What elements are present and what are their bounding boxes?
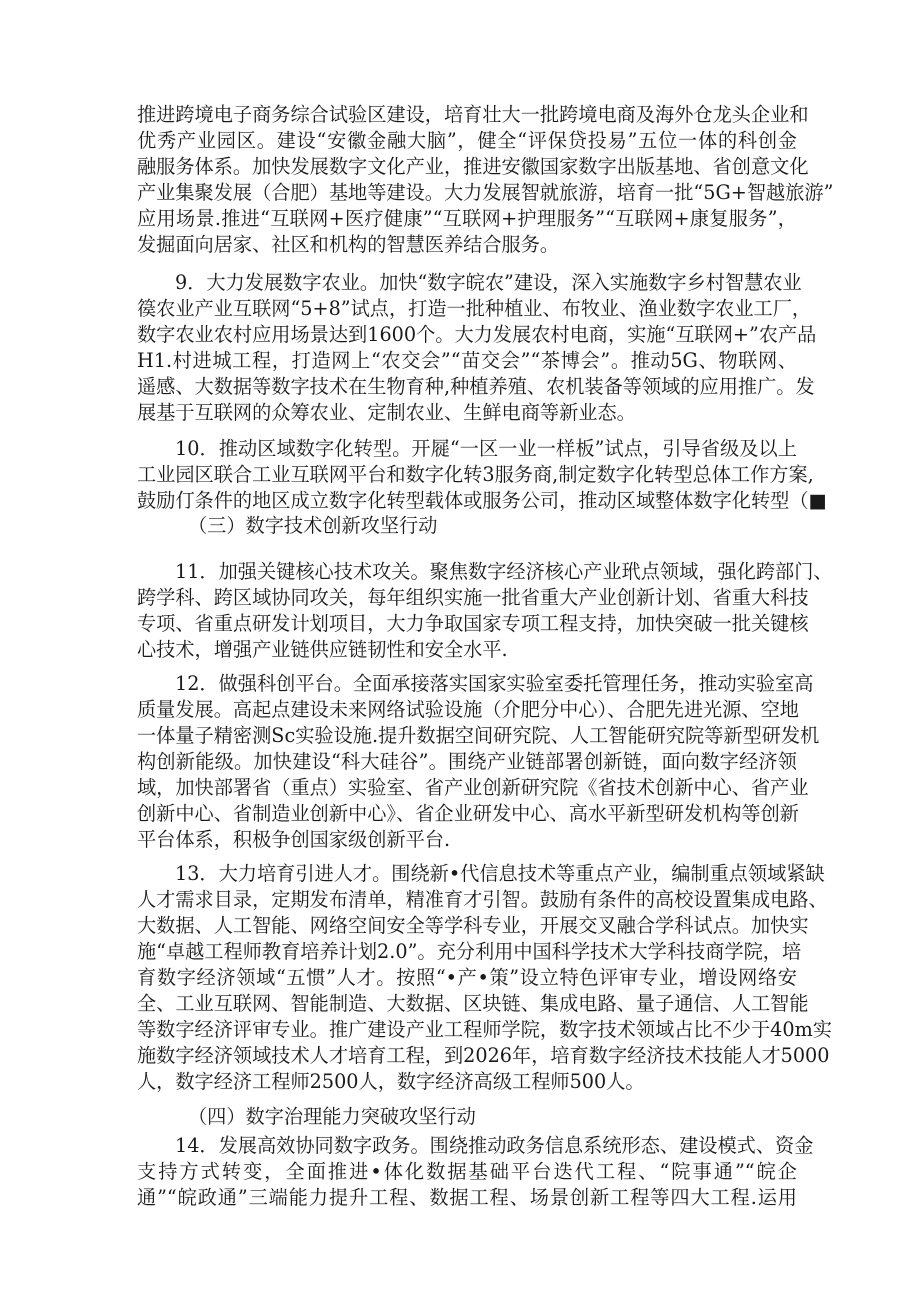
text-line: 等数字经济评审专业。推广建设产业工程师学院，数字技术领域占比不少于40m实 [137,1018,832,1041]
text-line: 构创新能级。加快建设“科大硅谷”。围绕产业链部署创新链，面向数字经济领 [137,750,797,773]
text-line: 数字农业农村应用场景达到1600个。大力发展农村电商，实施“互联网+”农产品 [137,323,817,346]
text-line: 融服务体系。加快发展数字文化产业，推进安徽国家数字出版基地、省创意文化 [137,155,809,178]
text-line: 人，数字经济工程师2500人，数字经济高级工程师500人。 [137,1070,645,1093]
text-line: 人才需求目录，定期发布清单，精准育才引智。鼓励有条件的高校设置集成电路、 [137,888,828,911]
text-line: 大数据、人工智能、网络空间安全等学科专业，开展交叉融合学科试点。加快实 [137,914,809,937]
text-line: 全、工业互联网、智能制造、大数据、区块链、集成电路、量子通信、人工智能 [137,992,809,1015]
text-line: 篌农业产业互联网“5+8”试点，打造一批种植业、布牧业、渔业数字农业工厂， [137,297,812,320]
text-line: 质量发展。高起点建设未来网络试验设施（介肥分中心）、合肥先进光源、空地 [137,698,799,721]
text-line: 创新中心、省制造业创新中心》、省企业研发中心、高水平新型研发机构等创新 [137,802,799,825]
paragraph-item-10 [137,436,827,514]
text-line: 施数字经济领域技术人才培育工程，到2026年，培育数字经济技术技能人才5000 [137,1044,830,1067]
paragraph-item-14 [137,1133,814,1211]
text-line: 13．大力培育引进人才。围绕新•代信息技术等重点产业，编制重点领域紧缺 [175,862,825,885]
section-heading-four: （四）数字治理能力突破攻坚行动 [188,1105,476,1128]
text-line: 一体量子精密测Sc实验设施.提升数据空间研究院、人工智能研究院等新型研发机 [137,724,820,747]
paragraph-item-9 [137,270,817,426]
text-line: 发掘面向居家、社区和机构的智慧医养结合服务。 [137,233,560,256]
text-line: 优秀产业园区。建设“安徽金融大脑”，健全“评保贷投易”五位一体的科创金 [137,129,797,152]
text-line: 平台体系，积极争创国家级创新平台. [137,828,451,851]
text-line: 跨学科、跨区域协同攻关，每年组织实施一批省重大产业创新计划、省重大科技 [137,586,809,609]
text-line: 产业集聚发展（合肥）基地等建设。大力发展智就旅游，培育一批“5G+智越旅游” [137,181,834,204]
text-line: H1.村进城工程，打造网上“农交会”“苗交会”“茶博会”。推动5G、物联网、 [137,349,797,372]
text-line: 10．推动区域数字化转型。开屣“一区一业一样板”试点，引导省级及以上 [175,437,797,460]
paragraph-item-12 [137,671,820,853]
paragraph-item-13 [137,861,832,1095]
text-line: 育数字经济领域“五惯”人才。按照“•产•策”设立特色评审专业，增设网络安 [137,966,797,989]
text-line: 通”“皖政通”三端能力提升工程、数据工程、场景创新工程等四大工程.运用 [137,1186,797,1209]
text-line: 专项、省重点研发计划项目，大力争取国家专项工程支持，加快突破一批关键核 [137,612,809,635]
text-line: 展基于互联网的众筹农业、定制农业、生鲜电商等新业态。 [137,401,636,424]
section-heading-three: （三）数字技术创新攻坚行动 [188,514,438,537]
text-line: 11．加强关键核心技术攻关。聚焦数字经济核心产业玳点领域，强化跨部门、 [175,560,833,583]
text-line: 心技术，增强产业链供应链韧性和安全水平. [137,638,508,661]
text-line: 应用场景.推进“互联网+医疗健康”“互联网+护理服务”“互联网+康复服务”， [137,207,797,230]
text-line: 施“卓越工程师教育培养计划2.0”。充分利用中国科学技术大学科技商学院，培 [137,940,802,963]
text-line: 支持方式转变，全面推进•体化数据基础平台迭代工程、“院事通”“皖企 [137,1160,797,1183]
text-line: 遥感、大数据等数字技术在生物育种,种植养殖、农机装备等领域的应用推广。发 [137,375,815,398]
text-line: 域，加快部署省（重点）实验室、省产业创新研究院《省技术创新中心、省产业 [137,776,809,799]
text-line: 9．大力发展数字农业。加快“数字皖农”建设，深入实施数字乡村智慧农业 [175,271,802,294]
text-line: 14．发展高效协同数字政务。围绕推动政务信息系统形态、建设模式、资金 [175,1134,814,1157]
paragraph-item-11 [137,559,833,663]
text-line: 工业园区联合工业互联网平台和数字化转3服务商,制定数字化转型总体工作方案, [137,463,814,486]
text-line: 推进跨境电子商务综合试验区建设，培育壮大一批跨境电商及海外仓龙头企业和 [137,103,809,126]
text-line: 鼓励仃条件的地区成立数字化转型载体或服务公司，推动区域整体数字化转型（■ [137,489,827,512]
paragraph-cross-border-ecommerce [137,102,834,258]
text-line: 12．做强科创平台。全面承接落实国家实验室委托管理任务，推动实验室高 [175,672,814,695]
